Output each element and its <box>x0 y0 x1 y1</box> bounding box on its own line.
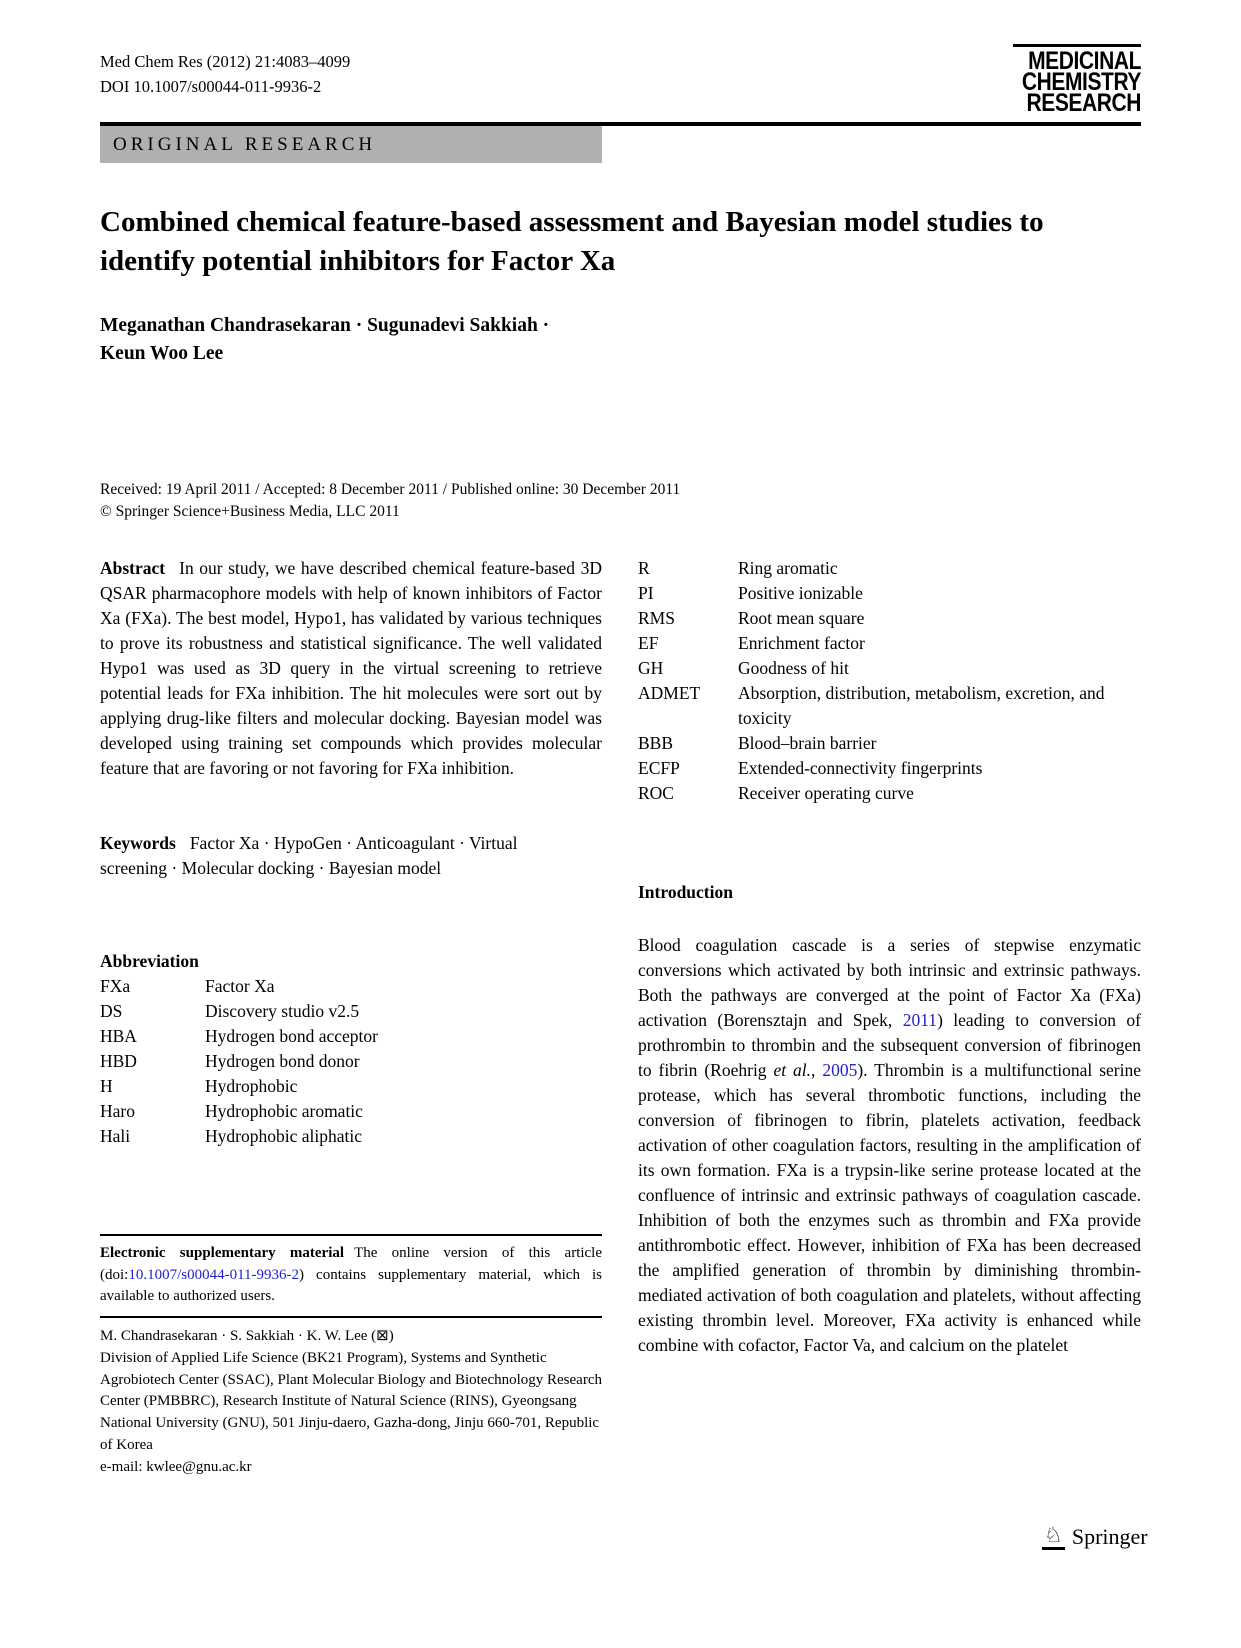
supplementary-note <box>100 1243 602 1308</box>
abbreviation-term: DS <box>100 1001 123 1021</box>
copyright-line: © Springer Science+Business Media, LLC 2011 <box>100 503 400 520</box>
affiliation-note <box>100 1326 602 1479</box>
abbreviation-row <box>100 1049 602 1074</box>
abbreviation-row <box>638 781 1141 806</box>
introduction-heading: Introduction <box>638 882 733 902</box>
received-accepted-line: Received: 19 April 2011 / Accepted: 8 December 2011 / Published online: 30 December 2011 <box>100 481 681 498</box>
abstract-paragraph <box>100 556 602 781</box>
keywords-label: Keywords <box>100 833 176 853</box>
abbreviation-definition: Goodness of hit <box>738 658 849 678</box>
springer-wordmark: Springer <box>1071 1524 1148 1549</box>
authors-line: Keun Woo Lee <box>100 343 224 364</box>
abbreviation-term: ECFP <box>638 758 680 778</box>
footnote-divider <box>100 1316 602 1318</box>
abbreviation-definition: Hydrophobic <box>205 1076 298 1096</box>
section-banner-label: ORIGINAL RESEARCH <box>113 134 377 155</box>
introduction-paragraph <box>638 933 1141 1358</box>
abbreviation-list-left <box>100 974 602 1149</box>
authors <box>100 312 549 368</box>
abbreviation-definition: Hydrophobic aliphatic <box>205 1126 362 1146</box>
abbreviation-term: Hali <box>100 1126 131 1146</box>
citation-link[interactable]: 2011 <box>902 1010 938 1030</box>
abbreviation-definition: Factor Xa <box>205 976 275 996</box>
citation-link[interactable]: 2005 <box>822 1060 858 1080</box>
springer-logo <box>1042 1524 1148 1550</box>
abbreviation-row <box>100 974 602 999</box>
text-segment: The online version of this article (doi: <box>100 1245 603 1283</box>
abbreviation-definition: Enrichment factor <box>738 633 865 653</box>
doi-line: DOI 10.1007/s00044-011-9936-2 <box>100 77 322 96</box>
abbreviation-term: H <box>100 1076 113 1096</box>
authors-line: Meganathan Chandrasekaran · Sugunadevi Sakkiah · <box>100 315 550 336</box>
abbreviation-term: R <box>638 558 650 578</box>
original-research-banner <box>100 126 602 163</box>
abbreviation-definition: Positive ionizable <box>738 583 863 603</box>
abbreviation-row <box>100 1074 602 1099</box>
text-segment: ). Thrombin is a multifunctional serine protease, which has several thrombotic functions, including the conversion of fibrinogen to fibrin, platelets activation, feedback activation of other coagulation factors, resulting in the amplification of its own formation. FXa is a trypsin-like serine protease located at the confluence of intrinsic and extrinsic pathways of coagulation cascade. Inhibition of both the enzymes such as thrombin and FXa provide antithrombotic effect. However, inhibition of FXa has been decreased the amplified generation of thrombin by diminishing thrombin-mediated activation of both coagulation and platelets, without affecting existing thrombin level. Moreover, FXa activity is enhanced while combine with cofactor, Factor Va, and calcium on the platelet <box>638 1060 1142 1355</box>
journal-logo-line: MEDICINAL <box>1028 47 1141 75</box>
abstract-label: Abstract <box>100 558 166 578</box>
text-segment: , <box>811 1060 823 1080</box>
abbreviation-row <box>100 1024 602 1049</box>
abbreviation-definition: Discovery studio v2.5 <box>205 1001 360 1021</box>
abbreviation-definition: Hydrogen bond acceptor <box>205 1026 378 1046</box>
abbreviation-term: HBD <box>100 1051 137 1071</box>
text-segment: ) leading to conversion of prothrombin to thrombin and the subsequent conversion of fibrinogen to fibrin (Roehrig <box>638 1010 1142 1080</box>
article-title: Combined chemical feature-based assessment and Bayesian model studies to identify potential inhibitors for Factor Xa <box>100 206 1044 277</box>
footnote-divider <box>100 1234 602 1236</box>
journal-logo-wordmark <box>1015 47 1141 117</box>
abbreviation-row <box>638 731 1141 756</box>
text-segment: et al. <box>773 1060 812 1080</box>
springer-knight-icon: ♘ <box>1042 1524 1065 1550</box>
abbreviation-row <box>638 556 1141 581</box>
abbreviation-definition: Hydrophobic aromatic <box>205 1101 363 1121</box>
abbreviation-term: BBB <box>638 733 674 753</box>
journal-logo-line: RESEARCH <box>1026 89 1141 117</box>
abbreviation-row <box>638 606 1141 631</box>
abbreviation-row <box>638 631 1141 656</box>
abbreviation-term: EF <box>638 633 659 653</box>
journal-citation: Med Chem Res (2012) 21:4083–4099 <box>100 52 351 71</box>
abbreviation-term: HBA <box>100 1026 137 1046</box>
journal-logo-line: CHEMISTRY <box>1021 68 1141 96</box>
citation-link[interactable]: 10.1007/s00044-011-9936-2 <box>128 1266 300 1283</box>
text-segment: Blood coagulation cascade is a series of stepwise enzymatic conversions which activated by both intrinsic and extrinsic pathways. Both the pathways are converged at the point of Factor Xa (FXa) activation (Borensztajn and Spek, <box>638 935 1141 1030</box>
affiliation-email: e-mail: kwlee@gnu.ac.kr <box>100 1458 252 1475</box>
affiliation-address: Division of Applied Life Science (BK21 Program), Systems and Synthetic Agrobiotech Center (SSAC), Plant Molecular Biology and Biotechnology Research Center (PMBBRC), Research Institute of Natural Science (RINS), Gyeongsang National University (GNU), 501 Jinju-daero, Gazha-dong, Jinju 660-701, Republic of Korea <box>100 1349 602 1453</box>
abbreviation-term: ADMET <box>638 683 701 703</box>
abbreviation-row <box>638 581 1141 606</box>
abbreviation-definition: Extended-connectivity fingerprints <box>738 758 983 778</box>
abbreviation-definition: Absorption, distribution, metabolism, excretion, and toxicity <box>738 683 1105 728</box>
corresponding-authors-line: M. Chandrasekaran · S. Sakkiah · K. W. Lee (⊠) <box>100 1328 394 1344</box>
abbreviation-definition: Hydrogen bond donor <box>205 1051 360 1071</box>
abbreviation-row <box>638 656 1141 681</box>
abbreviation-row <box>100 1099 602 1124</box>
abbreviation-row <box>100 1124 602 1149</box>
abbreviation-term: RMS <box>638 608 675 628</box>
abbreviation-definition: Ring aromatic <box>738 558 838 578</box>
abbreviation-term: ROC <box>638 783 674 803</box>
abbreviation-term: FXa <box>100 976 131 996</box>
right-column <box>638 556 1141 1358</box>
abbreviation-row <box>100 999 602 1024</box>
abbreviation-definition: Receiver operating curve <box>738 783 914 803</box>
abbreviation-term: GH <box>638 658 664 678</box>
abbreviation-term: PI <box>638 583 654 603</box>
left-column <box>100 556 602 1149</box>
keywords-text: Factor Xa · HypoGen · Anticoagulant · Virtual screening · Molecular docking · Bayesian model <box>100 833 518 878</box>
supplementary-label: Electronic supplementary material <box>100 1245 345 1261</box>
abstract-text: In our study, we have described chemical feature-based 3D QSAR pharmacophore models with help of known inhibitors of Factor Xa (FXa). The best model, Hypo1, has validated by various techniques to prove its robustness and statistical significance. The well validated Hypo1 was used as 3D query in the virtual screening to retrieve potential leads for FXa inhibition. The hit molecules were sort out by applying drug-like filters and molecular docking. Bayesian model was developed using training set compounds which provides molecular feature that are favoring or not favoring for FXa inhibition. <box>100 558 602 778</box>
abbreviation-definition: Blood–brain barrier <box>738 733 877 753</box>
abbreviation-row <box>638 681 1141 731</box>
abbreviation-term: Haro <box>100 1101 135 1121</box>
abbreviation-row <box>638 756 1141 781</box>
text-segment: ) contains supplementary material, which is available to authorized users. <box>100 1266 602 1304</box>
abbreviation-definition: Root mean square <box>738 608 865 628</box>
abbreviation-list-right <box>638 556 1141 806</box>
abbreviation-heading: Abbreviation <box>100 951 199 971</box>
journal-logo <box>991 44 1141 117</box>
keywords-paragraph <box>100 831 578 881</box>
